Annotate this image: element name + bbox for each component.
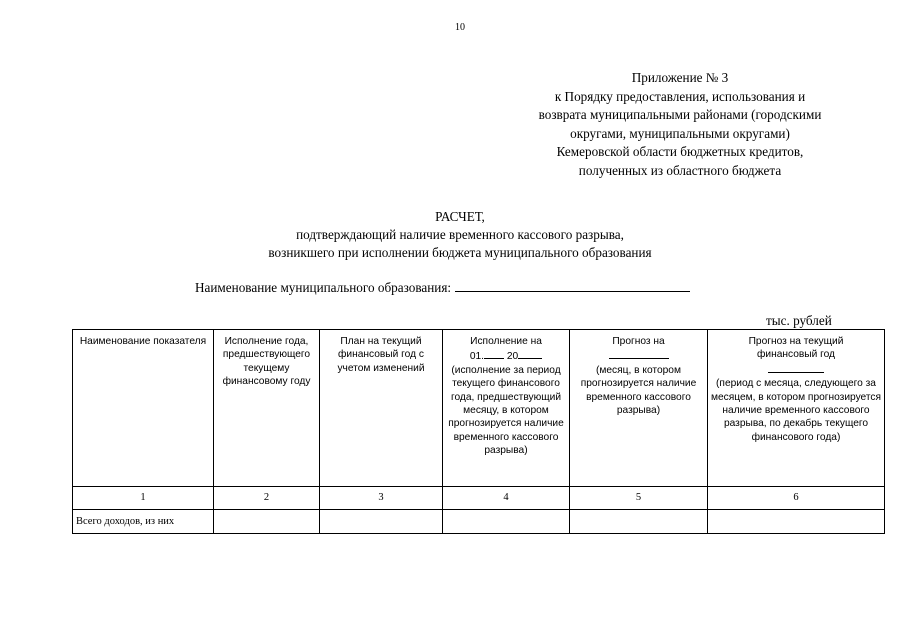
- municipality-label: Наименование муниципального образования:: [195, 280, 452, 295]
- forecast-month-prefix: Прогноз на: [612, 336, 665, 347]
- forecast-year-prefix: Прогноз на текущий финансовый год: [748, 336, 844, 361]
- column-number: 4: [443, 487, 570, 510]
- header-cell-prev-year: Исполнение года, предшествующего текущему финансовому году: [214, 330, 320, 487]
- month-blank: [609, 348, 669, 359]
- period-blank: [768, 362, 824, 373]
- header-cell-forecast-month: [570, 330, 708, 487]
- forecast-month-note: (месяц, в котором прогнозируется наличие временного кассового разрыва): [580, 364, 697, 417]
- execution-note: (исполнение за период текущего финансового года, предшествующий месяцу, в котором прогнозируется наличие временного кассового разрыва): [448, 364, 564, 457]
- column-number: 6: [708, 487, 885, 510]
- appendix-line: возврата муниципальными районами (городскими: [538, 107, 822, 122]
- municipality-blank-line: [455, 279, 690, 292]
- column-number: 1: [73, 487, 214, 510]
- units-label: тыс. рублей: [766, 313, 832, 328]
- appendix-line: Приложение № 3: [631, 70, 729, 85]
- row-label: Всего доходов, из них: [73, 510, 214, 534]
- table-cell: [443, 510, 570, 534]
- table-cell: [320, 510, 443, 534]
- date-blank: [484, 348, 504, 359]
- page-number: 10: [455, 22, 465, 33]
- header-cell-plan: План на текущий финансовый год с учетом изменений: [320, 330, 443, 487]
- execution-prefix: Исполнение на: [470, 336, 542, 347]
- appendix-note: [470, 69, 890, 180]
- appendix-line: полученных из областного бюджета: [578, 162, 782, 178]
- column-number: 5: [570, 487, 708, 510]
- table-cell: [708, 510, 885, 534]
- appendix-line: к Порядку предоставления, использования и: [554, 88, 806, 104]
- appendix-line: округами, муниципальными округами): [570, 125, 790, 141]
- table-cell: [214, 510, 320, 534]
- forecast-year-note: (период с месяца, следующего за месяцем, в котором прогнозируется наличие временного кассового разрыва, по декабрь текущего финансового года): [710, 378, 882, 443]
- header-cell-execution: [443, 330, 570, 487]
- column-number: 2: [214, 487, 320, 510]
- document-subtitle-line: подтверждающий наличие временного кассового разрыва,: [296, 227, 624, 242]
- execution-date: 01. 20: [445, 348, 567, 363]
- document-subtitle-line: возникшего при исполнении бюджета муниципального образования: [268, 245, 652, 260]
- appendix-line: Кемеровской области бюджетных кредитов,: [556, 144, 804, 159]
- column-number-row: [73, 487, 885, 510]
- table-header-row: [73, 330, 885, 487]
- header-cell-forecast-year: [708, 330, 885, 487]
- column-number: 3: [320, 487, 443, 510]
- date-blank: [518, 348, 542, 359]
- municipality-field: [195, 279, 690, 296]
- table-row: [73, 510, 885, 534]
- calculation-table: [72, 329, 885, 534]
- document-title: РАСЧЕТ,: [435, 209, 485, 224]
- table-cell: [570, 510, 708, 534]
- header-cell-indicator: Наименование показателя: [73, 330, 214, 487]
- document-heading: [120, 208, 800, 262]
